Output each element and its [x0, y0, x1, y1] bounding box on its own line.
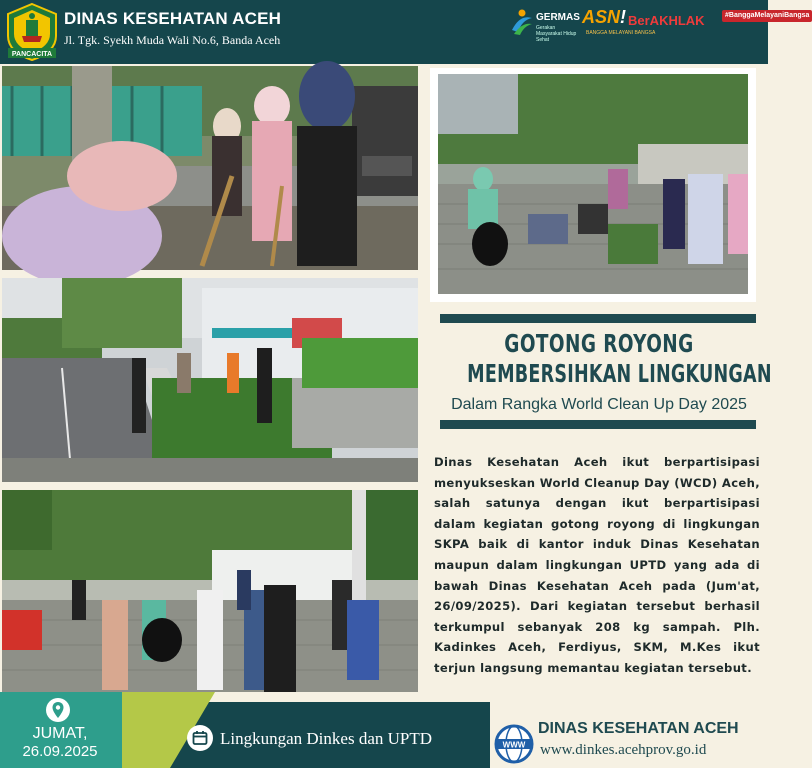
footer-website-link[interactable]: www.dinkes.acehprov.go.id — [540, 742, 707, 758]
event-location: Lingkungan Dinkes dan UPTD — [220, 729, 433, 748]
headline-line2: MEMBERSIHKAN LINGKUNGAN — [467, 359, 772, 388]
article-body: Dinas Kesehatan Aceh ikut berpartisipasi menyukseskan World Cleanup Day (WCD) Aceh, salah satunya dengan ikut berpartisipasi dalam kegiatan gotong royong di lingkungan SKPA baik di kantor induk Dinas Kesehatan maupun dalam lingkungan UPTD yang ada di bawah Dinas Kesehatan Aceh pada (Jum'at, 26/09/2025). Dari kegiatan tersebut berhasil terkumpul sebanyak 208 kg sampah. Plh. Kadinkes Aceh, Ferdiyus, SKM, M.Kes ikut terjun langsung memantau kegiatan tersebut. — [434, 455, 760, 675]
event-day: JUMAT, — [32, 725, 88, 742]
asn-logo: ASN! — [582, 7, 627, 27]
partner-logos — [508, 6, 810, 43]
header-bar — [0, 0, 810, 64]
event-date: 26.09.2025 — [22, 743, 98, 760]
photo-collecting-trash — [438, 74, 748, 294]
berakhlak-logo: BerAKHLAK — [628, 13, 705, 28]
aceh-emblem-icon — [4, 2, 60, 62]
emblem-caption: PANCACITA — [11, 51, 53, 58]
globe-www-icon — [494, 724, 534, 764]
germas-logo — [510, 8, 580, 43]
title-rule-bottom — [440, 420, 756, 429]
asn-subtext: BANGGA MELAYANI BANGSA — [586, 30, 656, 36]
headline-line1: GOTONG ROYONG — [504, 329, 694, 358]
footer-org-name: DINAS KESEHATAN ACEH — [538, 720, 739, 737]
photo-sweeping-sidewalk — [2, 66, 418, 270]
title-rule-top — [440, 314, 756, 323]
photo-roadside-cleanup — [2, 278, 418, 482]
header-address: Jl. Tgk. Syekh Muda Wali No.6, Banda Aceh — [64, 33, 281, 47]
www-label: WWW — [502, 740, 526, 750]
germas-subtext: Gerakan Masyarakat Hidup Sehat — [536, 25, 577, 43]
location-pin-icon — [45, 697, 71, 723]
bangga-melayani-logo: #BanggaMelayaniBangsa — [722, 10, 812, 22]
header-title: DINAS KESEHATAN ACEH — [64, 9, 282, 28]
germas-swoosh-icon — [510, 8, 534, 36]
calendar-icon — [186, 724, 214, 752]
germas-text: GERMAS — [536, 12, 580, 23]
photo-group-cleanup — [2, 490, 418, 696]
headline-subtitle: Dalam Rangka World Clean Up Day 2025 — [451, 396, 747, 413]
